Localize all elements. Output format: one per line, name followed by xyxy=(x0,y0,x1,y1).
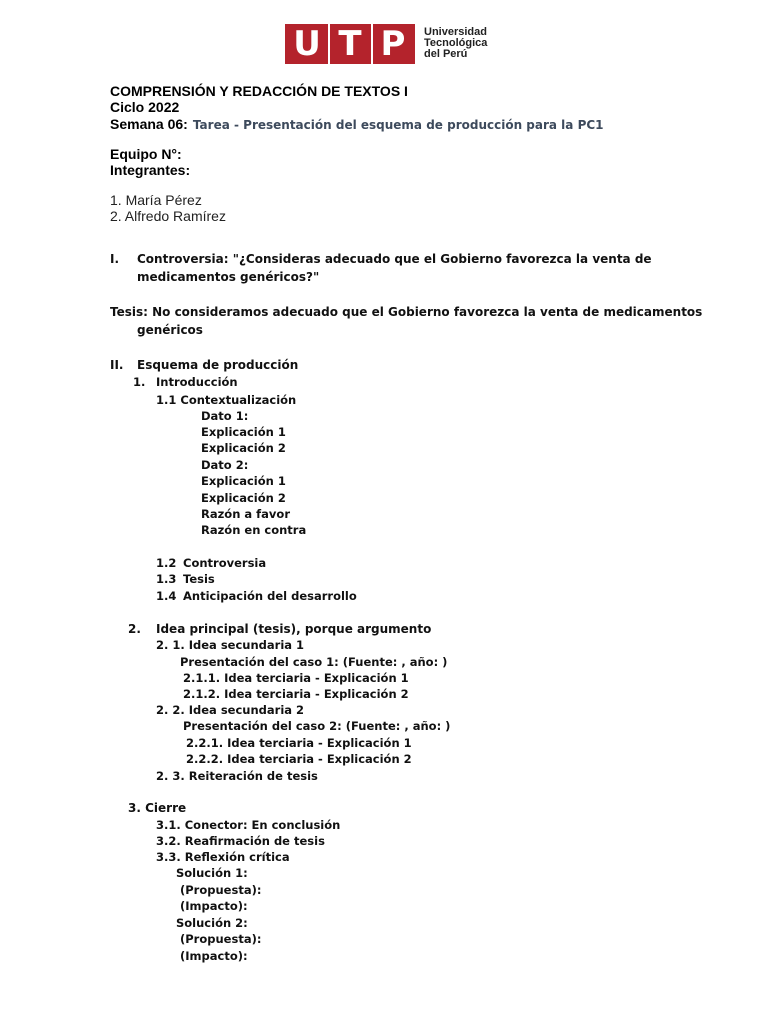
utp-logo xyxy=(285,24,415,64)
secondary-idea: 2. 2. Idea secundaria 2 xyxy=(156,703,305,717)
closing-item: 3.3. Reflexión crítica xyxy=(156,850,290,864)
controversy-line: medicamentos genéricos?" xyxy=(137,270,320,284)
task-title: Tarea - Presentación del esquema de producción para la PC1 xyxy=(192,118,604,132)
logo-letter-t: T xyxy=(338,24,362,64)
proposal-label: (Propuesta): xyxy=(180,932,262,946)
outline-number: 1.2 xyxy=(156,556,177,570)
body-title: Idea principal (tesis), porque argumento xyxy=(156,622,432,636)
university-name-line: Tecnológica xyxy=(424,37,488,49)
intro-subitem: Anticipación del desarrollo xyxy=(183,589,357,603)
outline-number: 1. xyxy=(133,375,146,389)
university-name-line: del Perú xyxy=(424,48,468,60)
context-item: Dato 1: xyxy=(201,409,249,423)
secondary-idea: 2. 1. Idea secundaria 1 xyxy=(156,638,305,652)
team-number-label: Equipo N°: xyxy=(110,146,182,162)
intro-title: Introducción xyxy=(156,375,238,389)
context-item: Explicación 2 xyxy=(201,441,286,455)
closing-item: 3.2. Reafirmación de tesis xyxy=(156,834,325,848)
logo-letter-u: U xyxy=(293,24,321,64)
context-item: Explicación 1 xyxy=(201,425,286,439)
tertiary-idea: 2.1.2. Idea terciaria - Explicación 2 xyxy=(183,687,409,701)
university-name xyxy=(424,27,487,60)
proposal-label: (Propuesta): xyxy=(180,883,262,897)
impact-label: (Impacto): xyxy=(180,899,248,913)
thesis-line: genéricos xyxy=(137,323,203,337)
impact-label: (Impacto): xyxy=(180,949,248,963)
context-item: Razón a favor xyxy=(201,507,290,521)
solution-label: Solución 2: xyxy=(176,916,248,930)
section-title: Esquema de producción xyxy=(137,358,299,372)
week-label: Semana 06: xyxy=(110,116,188,132)
cycle: Ciclo 2022 xyxy=(110,99,180,115)
tertiary-idea: 2.2.1. Idea terciaria - Explicación 1 xyxy=(186,736,412,750)
closing-title: 3. Cierre xyxy=(128,801,187,815)
context-item: Explicación 2 xyxy=(201,491,286,505)
week-line xyxy=(110,114,604,133)
outline-number: 2. xyxy=(128,622,141,636)
intro-subitem: Tesis xyxy=(183,572,215,586)
section-number: II. xyxy=(110,358,124,372)
controversy-line: Controversia: "¿Consideras adecuado que el Gobierno favorezca la venta de xyxy=(137,252,652,266)
context-item: Dato 2: xyxy=(201,458,249,472)
member-item: 2. Alfredo Ramírez xyxy=(110,208,226,224)
tertiary-idea: 2.2.2. Idea terciaria - Explicación 2 xyxy=(186,752,412,766)
intro-subitem: Controversia xyxy=(183,556,267,570)
case-presentation: Presentación del caso 2: (Fuente: , año: ) xyxy=(183,719,451,733)
case-presentation: Presentación del caso 1: (Fuente: , año: ) xyxy=(180,655,448,669)
members-label: Integrantes: xyxy=(110,162,191,178)
contextualization: 1.1 Contextualización xyxy=(156,393,297,407)
context-item: Razón en contra xyxy=(201,523,307,537)
thesis-line: Tesis: No consideramos adecuado que el Gobierno favorezca la venta de medicamentos xyxy=(110,305,703,319)
solution-label: Solución 1: xyxy=(176,866,248,880)
course-title: COMPRENSIÓN Y REDACCIÓN DE TEXTOS I xyxy=(110,83,408,99)
context-item: Explicación 1 xyxy=(201,474,286,488)
reiteration: 2. 3. Reiteración de tesis xyxy=(156,769,318,783)
member-item: 1. María Pérez xyxy=(110,192,202,208)
closing-item: 3.1. Conector: En conclusión xyxy=(156,818,341,832)
outline-number: 1.3 xyxy=(156,572,177,586)
university-name-line: Universidad xyxy=(424,26,487,38)
outline-number: 1.4 xyxy=(156,589,177,603)
section-number: I. xyxy=(110,252,120,266)
logo-letter-p: P xyxy=(380,24,406,64)
tertiary-idea: 2.1.1. Idea terciaria - Explicación 1 xyxy=(183,671,409,685)
